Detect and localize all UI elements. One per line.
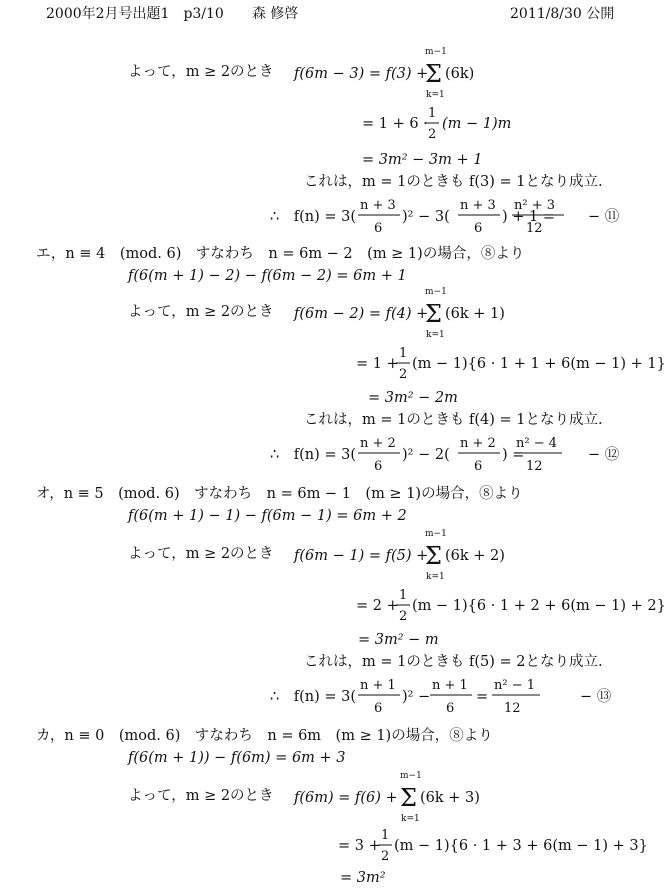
k-head: カ，n ≡ 0 (mod. 6) すなわち n = 6m (m ≥ 1)の場合，⑧より [36,728,493,744]
o-result-equation [268,676,648,722]
o-res-n1: n + 1 [360,678,396,693]
u-res-mid2: ) + 1 = [502,209,556,225]
u-half-den: 2 [428,127,437,142]
sigma-symbol: Σ [425,542,442,570]
e-res-tag: − ⑫ [588,447,620,463]
e-res-n1: n + 2 [360,436,396,451]
o-sum-equation [292,526,532,582]
o-eq1-lhs: f(6m − 1) = f(5) + [294,548,429,564]
e-half-num: 1 [399,346,408,361]
o-eq3: = 3m² − m [358,632,439,648]
k-eq3: = 3m² [340,870,386,886]
o-sum-top: m−1 [425,529,447,539]
o-sum-bot: k=1 [426,572,445,582]
u-res-n3: n² + 3 [514,198,556,213]
e-res-d3: 12 [526,459,543,474]
u-res-tag: − ⑪ [588,209,620,225]
e-recurrence: f(6(m + 1) − 2) − f(6m − 2) = 6m + 1 [128,268,407,284]
e-res-mid1: )² − 2( [402,447,450,463]
k-eq1-rhs: (6k + 3) [420,790,480,806]
u-half-num: 1 [428,106,437,121]
k-eq2-a: = 3 + [338,838,381,854]
o-res-n3: n² − 1 [494,678,536,693]
k-sum-bot: k=1 [401,814,420,824]
k-half-num: 1 [381,828,390,843]
o-eq1-rhs: (6k + 2) [445,548,505,564]
k-recurrence: f(6(m + 1)) − f(6m) = 6m + 3 [128,750,346,766]
u-intro: よって，m ≥ 2のとき [128,64,274,80]
o-res-d3: 12 [504,701,521,716]
u-res-mid1: )² − 3( [402,209,450,225]
o-eq2-b: (m − 1){6 · 1 + 2 + 6(m − 1) + 2} [412,598,666,614]
u-half-equation [360,102,510,146]
o-recurrence: f(6(m + 1) − 1) − f(6m − 1) = 6m + 2 [128,508,407,524]
e-res-n3: n² − 4 [516,436,558,451]
k-eq2-b: (m − 1){6 · 1 + 3 + 6(m − 1) + 3} [394,838,648,854]
u-res-d2: 6 [474,221,483,236]
o-res-mid1: )² − [402,689,431,705]
e-eq1-rhs: (6k + 1) [445,306,505,322]
e-eq2-a: = 1 + [356,356,399,372]
o-res-tag: − ⑬ [580,689,612,705]
o-res-mid2: = [476,689,489,705]
u-eq2-b: (m − 1)m [442,116,512,132]
u-eq2-a: = 1 + 6 · [362,116,428,132]
e-sum-equation [292,284,532,340]
e-intro: よって，m ≥ 2のとき [128,304,274,320]
u-res-n2: n + 3 [460,198,496,213]
e-res-d1: 6 [374,459,383,474]
e-eq1-lhs: f(6m − 2) = f(4) + [294,306,429,322]
o-res-d1: 6 [374,701,383,716]
k-intro: よって，m ≥ 2のとき [128,788,274,804]
u-sum-top: m−1 [425,47,447,57]
k-sum-top: m−1 [400,771,422,781]
o-intro: よって，m ≥ 2のとき [128,546,274,562]
header-right: 2011/8/30 公開 [510,6,615,22]
u-eq1-lhs: f(6m − 3) = f(3) + [294,66,429,82]
o-res-lhs: ∴ f(n) = 3( [270,689,356,705]
o-res-d2: 6 [446,701,455,716]
e-half-equation [354,342,666,386]
u-res-lhs: ∴ f(n) = 3( [270,209,356,225]
u-check: これは，m = 1のときも f(3) = 1となり成立. [304,174,603,190]
sigma-symbol: Σ [400,784,417,812]
e-eq2-b: (m − 1){6 · 1 + 1 + 6(m − 1) + 1} [412,356,666,372]
o-half-num: 1 [399,588,408,603]
sigma-symbol: Σ [425,60,442,88]
e-sum-top: m−1 [425,287,447,297]
e-sum-bot: k=1 [426,330,445,340]
u-eq3: = 3m² − 3m + 1 [362,152,483,168]
u-res-d1: 6 [374,221,383,236]
e-head: エ，n ≡ 4 (mod. 6) すなわち n = 6m − 2 (m ≥ 1)の場合，⑧より [36,246,525,262]
e-res-d2: 6 [474,459,483,474]
o-eq2-a: = 2 + [356,598,399,614]
e-result-equation [268,434,648,480]
k-eq1-lhs: f(6m) = f(6) + [294,790,398,806]
o-half-equation [354,584,666,628]
header-left: 2000年2月号出題1 p3/10 森 修啓 [46,6,299,22]
u-sum-bot: k=1 [426,90,445,100]
u-sum-equation [292,44,522,100]
u-res-d3: 12 [526,221,543,236]
e-eq3: = 3m² − 2m [368,390,458,406]
e-res-mid2: ) = [502,447,525,463]
k-half-den: 2 [381,849,390,864]
u-res-n1: n + 3 [360,198,396,213]
e-res-lhs: ∴ f(n) = 3( [270,447,356,463]
sigma-symbol: Σ [425,300,442,328]
o-check: これは，m = 1のときも f(5) = 2となり成立. [304,654,603,670]
u-result-equation [268,196,648,242]
u-eq1-rhs: (6k) [445,66,475,82]
e-res-n2: n + 2 [460,436,496,451]
e-check: これは，m = 1のときも f(4) = 1となり成立. [304,412,603,428]
k-half-equation [336,824,656,868]
k-sum-equation [292,768,532,824]
e-half-den: 2 [399,367,408,382]
o-head: オ，n ≡ 5 (mod. 6) すなわち n = 6m − 1 (m ≥ 1)の場合，⑧より [36,486,523,502]
o-res-n2: n + 1 [432,678,468,693]
o-half-den: 2 [399,609,408,624]
